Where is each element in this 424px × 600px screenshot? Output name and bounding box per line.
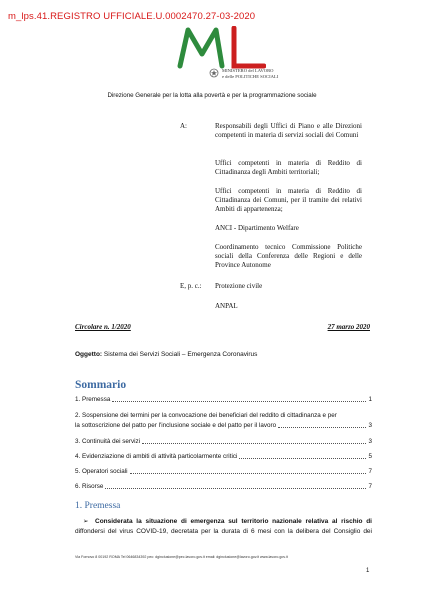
arrow-bullet-icon: ➢	[83, 518, 89, 525]
para-line-1: Considerata la situazione di emergenza sul territorio nazionale relativa al rischio di	[95, 518, 372, 525]
toc-entry-page: 3	[368, 438, 372, 445]
recipients-epc-label: E, p. c.:	[180, 282, 202, 290]
toc-entry-text: 2. Sospensione dei termini per la convocazione dei beneficiari del reddito di cittadinanza e per	[75, 412, 337, 419]
premessa-paragraph	[75, 517, 372, 537]
recipient-3: Uffici competenti in materia di Reddito di Cittadinanza dei Comuni, per il tramite dei relativi Ambiti di appartenenza;	[215, 187, 362, 213]
toc-entry-page: 5	[368, 453, 372, 460]
sommario-title: Sommario	[75, 379, 127, 391]
recipients-a-label: A:	[180, 122, 187, 130]
toc-entry-text: 4. Evidenziazione di ambiti di attività particolarmente critici	[75, 453, 238, 460]
toc-entry-6[interactable]	[75, 483, 372, 491]
section-heading-premessa: 1. Premessa	[75, 501, 121, 511]
toc-entry-4[interactable]	[75, 453, 372, 461]
footer-address: Via Fornovo 8 00192 ROMA Tel 0646834392 pec: dginclusione@pec.lavoro.gov.it email: dginclusione@lavoro.gov.it www.lavoro.gov.it	[75, 555, 288, 559]
recipient-5: Coordinamento tecnico Commissione Politiche sociali della Conferenza delle Regioni e delle Province Autonome	[215, 243, 362, 269]
recipient-2: Uffici competenti in materia di Reddito di Cittadinanza degli Ambiti territoriali;	[215, 159, 362, 176]
toc-entry-2[interactable]	[75, 412, 372, 430]
oggetto-label: Oggetto:	[75, 351, 103, 358]
toc-entry-text: la sottoscrizione del patto per l'inclusione sociale e del patto per il lavoro	[75, 422, 277, 429]
circolare-date: 27 marzo 2020	[327, 323, 370, 331]
toc-entry-text: 6. Risorse	[75, 483, 104, 490]
toc-entry-1[interactable]	[75, 396, 372, 404]
toc-entry-text: 1. Premessa	[75, 396, 111, 403]
ministry-name: MINISTERO del LAVORO e delle POLITICHE SOCIALI	[222, 68, 279, 79]
para-line-2: diffondersi del virus COVID-19, decretata per la durata di 6 mesi con la delibera del Consiglio dei	[75, 528, 372, 535]
epc-recipient-1: Protezione civile	[215, 282, 263, 290]
epc-recipient-2: ANPAL	[215, 302, 238, 310]
toc-entry-text: 3. Continuità dei servizi	[75, 438, 141, 445]
page-number: 1	[366, 568, 370, 574]
toc-entry-text: 5. Operatori sociali	[75, 468, 128, 475]
toc-entry-page: 7	[368, 468, 372, 475]
oggetto-text: Sistema dei Servizi Sociali – Emergenza Coronavirus	[102, 351, 258, 358]
toc-entry-5[interactable]	[75, 468, 372, 476]
toc-entry-page: 1	[368, 396, 372, 403]
toc-entry-3[interactable]	[75, 438, 372, 446]
republic-emblem-icon	[209, 67, 219, 79]
toc-entry-page: 7	[368, 483, 372, 490]
direzione-title: Direzione Generale per la lotta alla povertà e per la programmazione sociale	[107, 92, 317, 99]
protocol-stamp: m_lps.41.REGISTRO UFFICIALE.U.0002470.27-03-2020	[8, 11, 256, 22]
oggetto	[75, 351, 257, 358]
circolare-number: Circolare n. 1/2020	[75, 323, 131, 331]
recipient-4: ANCI - Dipartimento Welfare	[215, 224, 299, 232]
recipient-1: Responsabili degli Uffici di Piano e alle Direzioni competenti in materia di servizi sociali dei Comuni	[215, 122, 362, 139]
toc-entry-page: 3	[368, 422, 372, 429]
